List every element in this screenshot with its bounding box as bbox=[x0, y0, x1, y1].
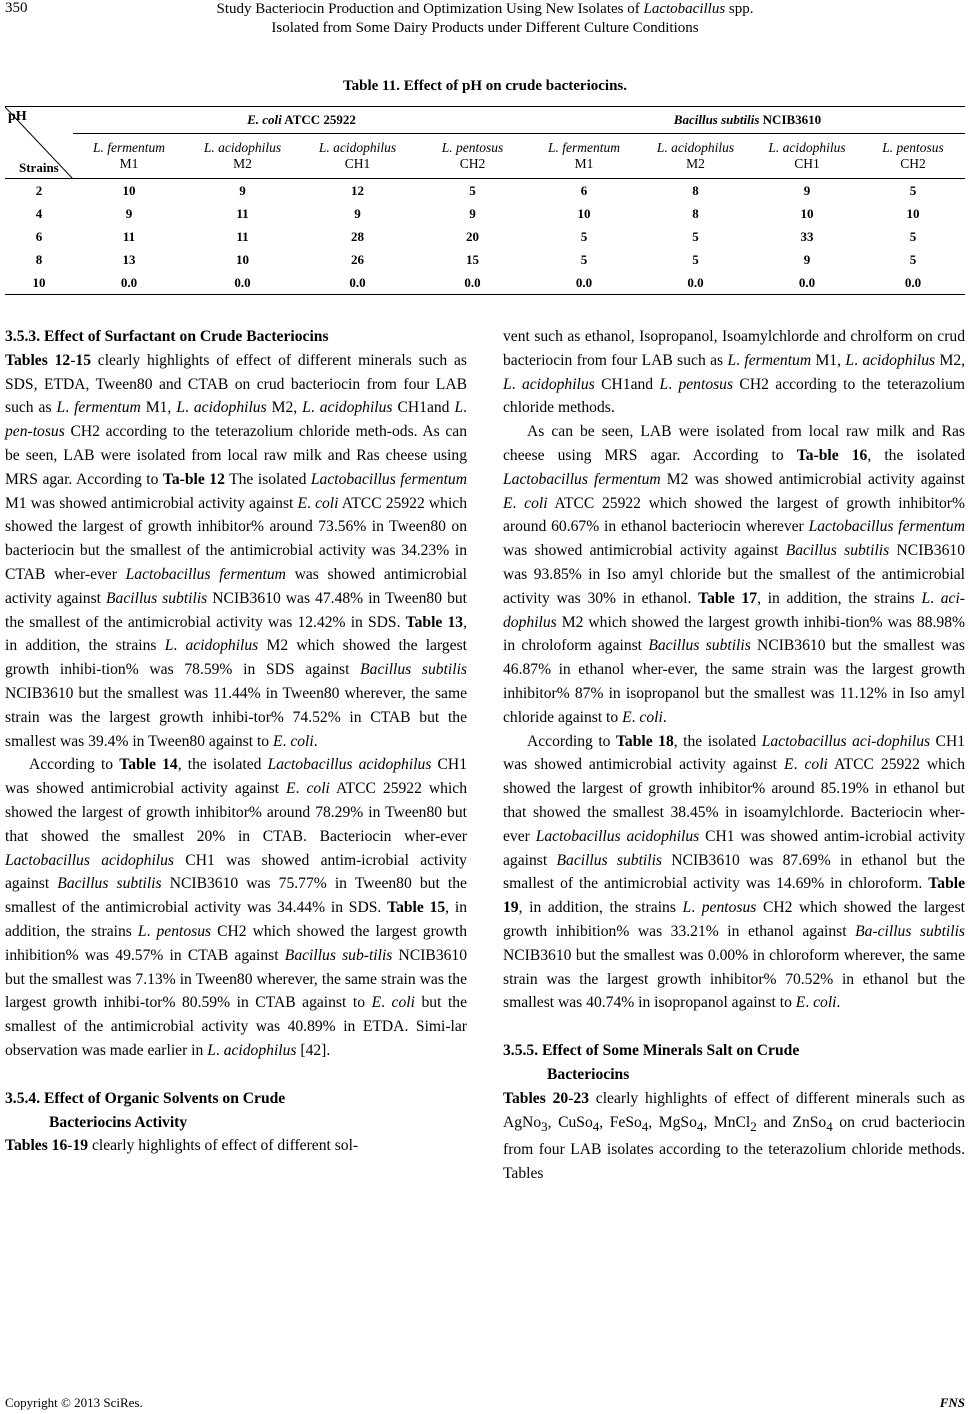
paragraph: According to Table 14, the isolated Lactobacillus acidophilus CH1 was showed antimicrobial activity against E. coli ATCC 25922 which showed the largest of growth inhibitor% around 78.29% in Tween80 but that showed the smallest 20% in CTAB. Bacteriocin wher-ever Lactobacillus acidophilus CH1 was showed antim-icrobial activity against Bacillus subtilis NCIB3610 was 75.77% in Tween80 but the smallest of the antimicrobial activity was 34.44% in SDS. Table 15, in addition, the strains L. pentosus CH2 which showed the largest growth inhibition% was 49.57% in CTAB against Bacillus sub-tilis NCIB3610 but the smallest was 7.13% in Tween80 wherever, the same strain was the largest growth inhibi-tor% 80.59% in CTAB against to E. coli but the smallest of the antimicrobial activity was 40.89% in ETDA. Simi-lar observation was made earlier in L. acidophilus [42]. bbox=[5, 756, 468, 1059]
strain-header: L. acidophilus M2 bbox=[656, 140, 735, 171]
diagonal-header-cell bbox=[5, 107, 73, 179]
running-head bbox=[0, 0, 970, 38]
group-header-ecoli: E. coli ATCC 25922 bbox=[73, 107, 530, 134]
journal-abbreviation: FNS bbox=[939, 1395, 965, 1410]
strain-header: L. acidophilus CH1 bbox=[318, 140, 397, 171]
right-column bbox=[503, 325, 965, 1186]
running-head-line-2: Isolated from Some Dairy Products under Different Culture Conditions bbox=[271, 20, 699, 36]
strain-header: L. acidophilus CH1 bbox=[768, 140, 846, 171]
table-caption: Table 11. Effect of pH on crude bacteriocins. bbox=[342, 78, 627, 94]
strain-header: L. pentosus CH2 bbox=[441, 140, 504, 171]
table-row: 6 11 11 28 20 5 5 33 5 bbox=[35, 228, 917, 244]
strain-header: L. fermentum M1 bbox=[548, 140, 620, 171]
strain-header: L. acidophilus M2 bbox=[203, 140, 282, 171]
section-heading-3-5-4: 3.5.4. Effect of Organic Solvents on Crude Bacteriocins Activity bbox=[5, 1089, 286, 1131]
running-head-line-1: Study Bacteriocin Production and Optimization Using New Isolates of Lactobacillus spp. bbox=[216, 1, 754, 17]
ph-effect-table bbox=[5, 106, 965, 295]
table-row: 4 9 11 9 9 10 8 10 10 bbox=[35, 205, 920, 221]
section-heading-3-5-5: 3.5.5. Effect of Some Minerals Salt on Crude Bacteriocins bbox=[503, 1042, 800, 1083]
paragraph: vent such as ethanol, Isopropanol, Isoamylchlorde and chrolform on crud bacteriocin from four LAB such as L. fermentum M1, L. acidophilus M2, L. acidophilus CH1and L. pentosus CH2 according to the teterazolium chloride methods. bbox=[503, 328, 966, 417]
paragraph: According to Table 18, the isolated Lactobacillus aci-dophilus CH1 was showed antimicrobial activity against E. coli ATCC 25922 which showed the largest of growth inhibitor% around 85.19% in ethanol but that showed the smallest 38.45% in isoamylchlorde. Bacteriocin wher-ever Lactobacillus acidophilus CH1 was showed antim-icrobial activity against Bacillus subtilis NCIB3610 was 87.69% in ethanol but the smallest of the antimicrobial activity was 14.69% in chloroform. Table 19, in addition, the strains L. pentosus CH2 which showed the largest growth inhibition% was 33.21% in ethanol against Ba-cillus subtilis NCIB3610 but the smallest was 0.00% in chloroform wherever, the same strain was the largest growth inhibitor% 70.52% in ethanol but the smallest was 40.74% in isopropanol against to E. coli. bbox=[503, 732, 966, 1012]
table-row: 2 10 9 12 5 6 8 9 5 bbox=[35, 182, 917, 198]
copyright-notice: Copyright © 2013 SciRes. bbox=[5, 1395, 143, 1410]
strains-axis-label: Strains bbox=[19, 160, 59, 175]
ph-axis-label: pH bbox=[8, 109, 27, 124]
table-row: 8 13 10 26 15 5 5 9 5 bbox=[35, 251, 917, 267]
paragraph: Tables 20-23 clearly highlights of effect of different minerals such as AgNo$_3$, CuSo$_4$, FeSo$_4$, MgSo$_4$, MnCl$_2$ and ZnSo$_4$ on crud bacteriocin from four LAB isolates according to the teterazolium chloride methods. Tables bbox=[503, 1089, 966, 1183]
paragraph: Tables 16-19 clearly highlights of effect of different sol- bbox=[5, 1137, 359, 1155]
strain-header: L. fermentum M1 bbox=[93, 140, 165, 171]
section-heading-3-5-3: 3.5.3. Effect of Surfactant on Crude Bacteriocins bbox=[5, 328, 329, 345]
paragraph: Tables 12-15 clearly highlights of effect of different minerals such as SDS, ETDA, Tween80 and CTAB on crud bacteriocin from four LAB such as L. fermentum M1, L. acidophilus M2, L. acidophilus CH1and L. pen-tosus CH2 according to the teterazolium chloride meth-ods. As can be seen, LAB were isolated from local raw milk and Ras cheese using MRS agar. According to Ta-ble 12 The isolated Lactobacillus fermentum M1 was showed antimicrobial activity against E. coli ATCC 25922 which showed the largest of growth inhibitor% around 73.56% in Tween80 on bacteriocin but the smallest of the antimicrobial activity was 34.23% in CTAB wher-ever Lactobacillus fermentum was showed antimicrobial activity against Bacillus subtilis NCIB3610 was 47.48% in Tween80 but the smallest of the antimicrobial activity was 12.42% in SDS. Table 13, in addition, the strains L. acidophilus M2 which showed the largest growth inhibi-tion% was 78.59% in SDS against Bacillus subtilis NCIB3610 but the smallest was 11.44% in Tween80 wherever, the same strain was the largest growth inhibi-tor% 74.52% in CTAB but the smallest was 39.4% in Tween80 against to E. coli. bbox=[5, 351, 468, 750]
left-column bbox=[5, 325, 467, 1158]
table-row: 10 0.0 0.0 0.0 0.0 0.0 0.0 0.0 0.0 bbox=[5, 271, 965, 295]
strain-header: L. pentosus CH2 bbox=[882, 140, 944, 171]
page-number: 350 bbox=[5, 0, 28, 16]
group-header-bacillus: Bacillus subtilis NCIB3610 bbox=[530, 107, 965, 134]
paragraph: As can be seen, LAB were isolated from local raw milk and Ras cheese using MRS agar. According to Ta-ble 16, the isolated Lactobacillus fermentum M2 was showed antimicrobial activity against E. coli ATCC 25922 which showed the largest of growth inhibitor% around 60.67% in ethanol bacteriocin wherever Lactobacillus fermentum was showed antimicrobial activity against Bacillus subtilis NCIB3610 was 93.85% in Iso amyl chloride but the smallest of the antimicrobial activity was 30% in ethanol. Table 17, in addition, the strains L. aci-dophilus M2 which showed the largest growth inhibi-tion% was 88.98% in chroloform against Bacillus subtilis NCIB3610 but the smallest was 46.87% in ethanol wher-ever, the same strain was the largest growth inhibitor% 87% in isopropanol but the smallest was 11.12% in Iso amyl chloride against to E. coli. bbox=[503, 423, 965, 726]
